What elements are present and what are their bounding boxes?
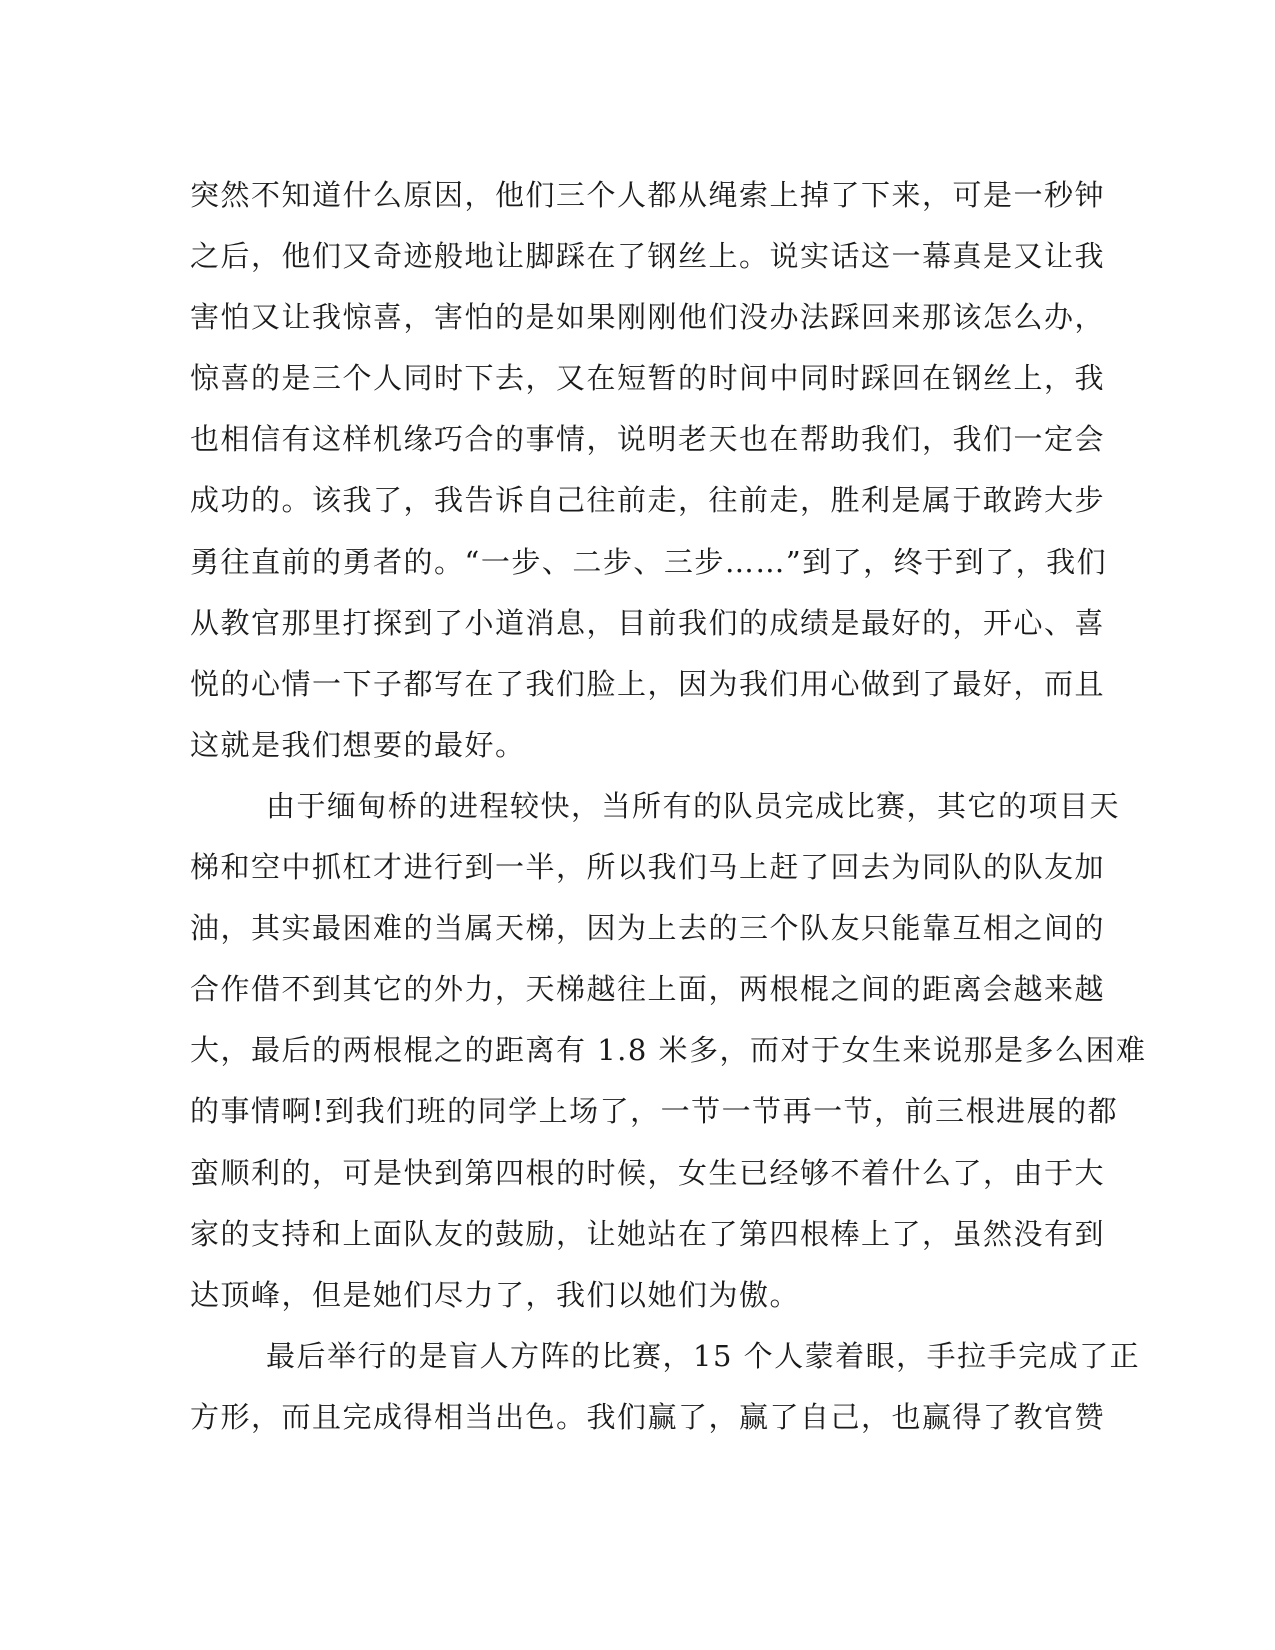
text-line: 这就是我们想要的最好。 [190,727,526,762]
text-line: 最后举行的是盲人方阵的比赛，15 个人蒙着眼，手拉手完成了正 [266,1338,1141,1373]
paragraph-2 [190,776,1147,1326]
text-line: 达顶峰，但是她们尽力了，我们以她们为傲。 [190,1277,801,1312]
paragraph-1 [190,165,1108,776]
text-line: 方形，而且完成得相当出色。我们赢了，赢了自己，也赢得了教官赞 [190,1399,1106,1434]
text-line: 油，其实最困难的当属天梯，因为上去的三个队友只能靠互相之间的 [190,911,1106,946]
text-line: 勇往直前的勇者的。“一步、二步、三步……”到了，终于到了，我们 [190,544,1108,579]
text-line: 之后，他们又奇迹般地让脚踩在了钢丝上。说实话这一幕真是又让我 [190,239,1106,274]
text-line: 大，最后的两根棍之的距离有 1.8 米多，而对于女生来说那是多么困难 [190,1033,1147,1068]
text-line: 合作借不到其它的外力，天梯越往上面，两根棍之间的距离会越来越 [190,972,1106,1007]
text-line: 悦的心情一下子都写在了我们脸上，因为我们用心做到了最好，而且 [190,666,1106,701]
text-line: 突然不知道什么原因，他们三个人都从绳索上掉了下来，可是一秒钟 [190,178,1106,212]
text-line: 成功的。该我了，我告诉自己往前走，往前走，胜利是属于敢跨大步 [190,483,1106,518]
body-text [190,165,1147,1448]
text-line: 蛮顺利的，可是快到第四根的时候，女生已经够不着什么了，由于大 [190,1155,1106,1190]
text-line: 由于缅甸桥的进程较快，当所有的队员完成比赛，其它的项目天 [266,788,1121,823]
text-line: 的事情啊!到我们班的同学上场了，一节一节再一节，前三根进展的都 [190,1094,1119,1129]
text-line: 惊喜的是三个人同时下去，又在短暂的时间中同时踩回在钢丝上，我 [190,361,1106,396]
text-line: 也相信有这样机缘巧合的事情，说明老天也在帮助我们，我们一定会 [190,422,1106,457]
text-line: 梯和空中抓杠才进行到一半，所以我们马上赶了回去为同队的队友加 [190,850,1106,885]
text-line: 从教官那里打探到了小道消息，目前我们的成绩是最好的，开心、喜 [190,605,1106,640]
text-line: 家的支持和上面队友的鼓励，让她站在了第四根棒上了，虽然没有到 [190,1216,1106,1251]
text-line: 害怕又让我惊喜，害怕的是如果刚刚他们没办法踩回来那该怎么办， [190,300,1106,335]
paragraph-3 [190,1326,1141,1448]
